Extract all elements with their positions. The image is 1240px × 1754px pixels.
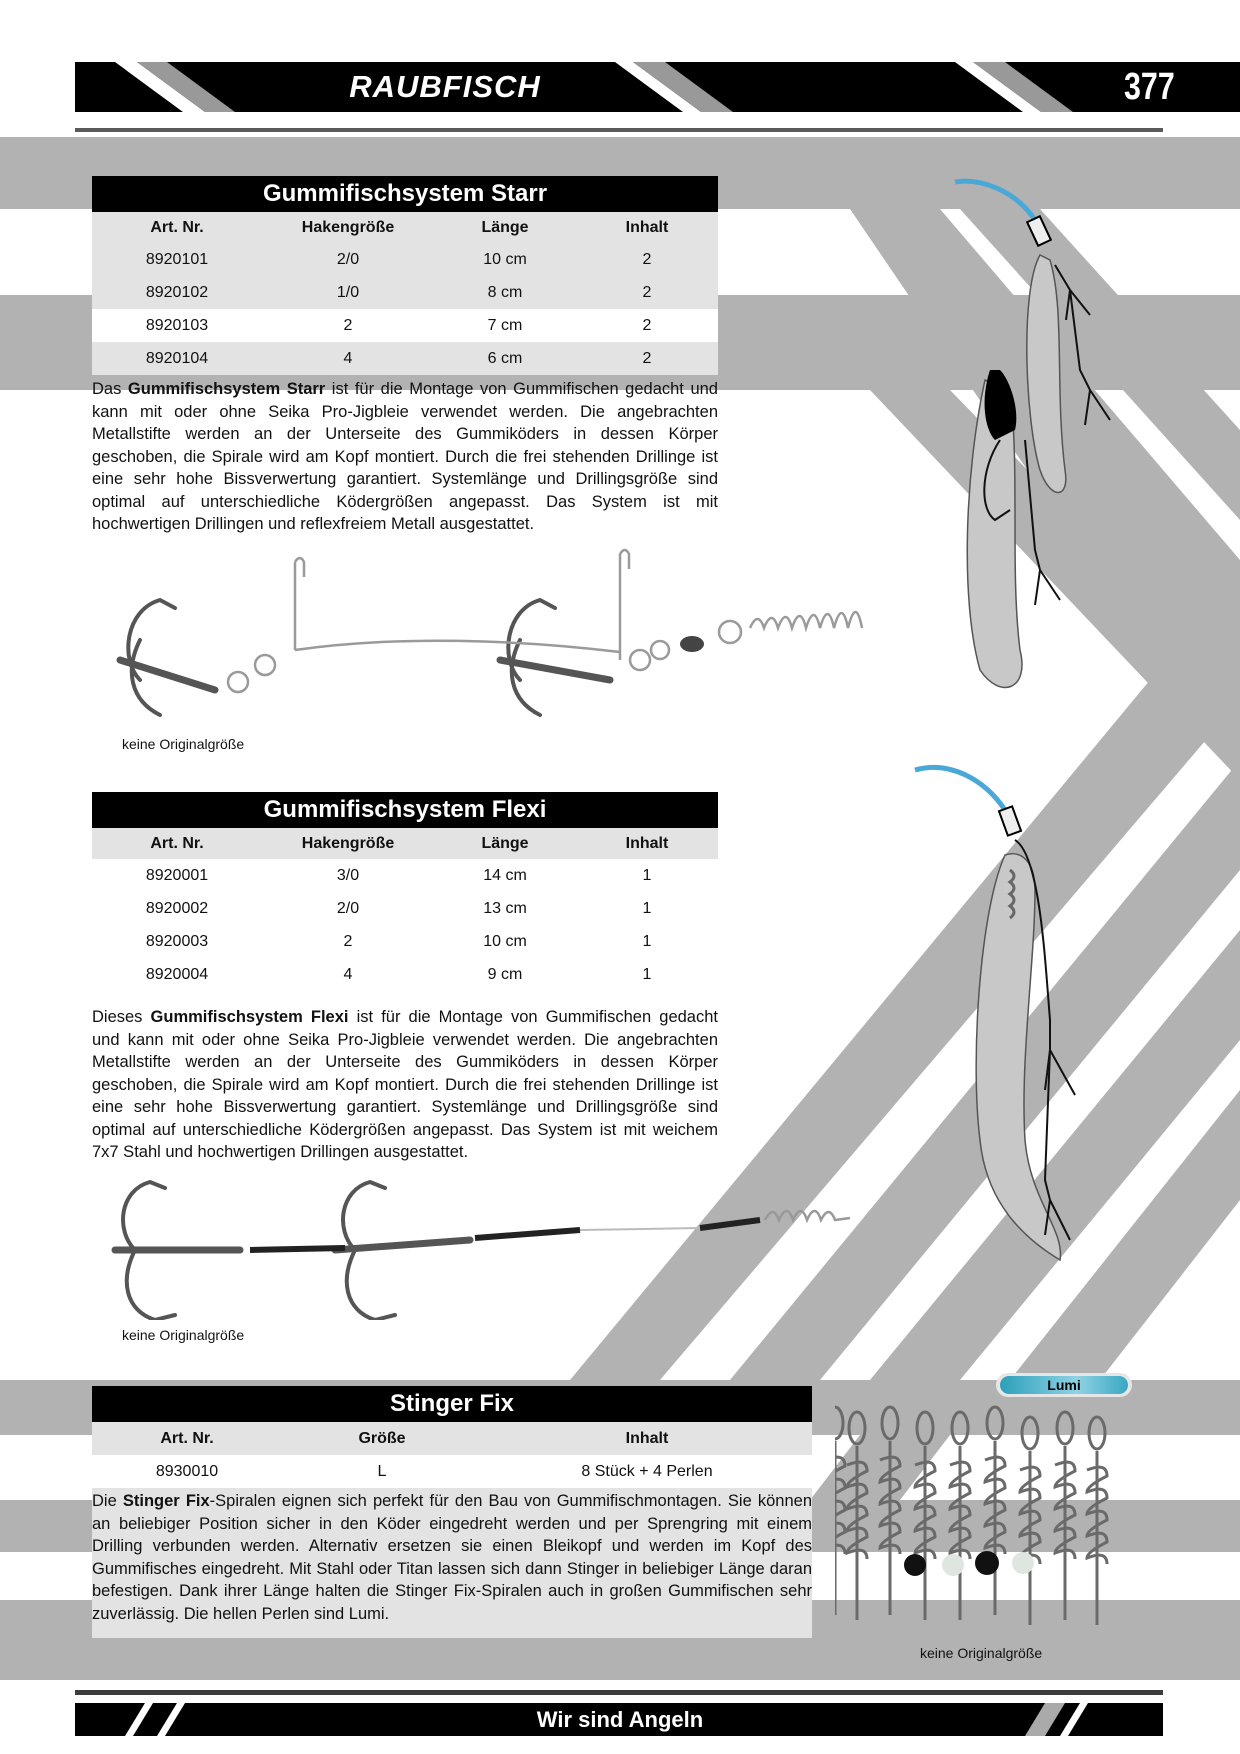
- cell-hook-size: 2: [343, 933, 353, 950]
- section-title: RAUBFISCH: [349, 69, 541, 104]
- desc-body: ist für die Montage von Gummifischen gedacht und kann mit oder ohne Seika Pro-Jigbleie verwendet werden. Die angebrachten Metallstifte werden an der Unterseite des Gummiköders in dessen Körper geschoben, die Spirale wird am Kopf montiert. Durch die frei stehenden Drillinge ist eine sehr hohe Bissverwertung garantiert. Systemlänge und Drillingsgröße sind optimal auf unterschiedliche Ködergrößen angepasst. Das System ist mit weichem 7x7 Stahl und hochwertigen Drillingen ausgestattet.: [92, 1008, 718, 1161]
- table-header-row: [92, 1422, 812, 1455]
- table-row: [92, 342, 718, 375]
- header-stripes: [75, 62, 1240, 112]
- table-header-row: [92, 828, 718, 859]
- desc-prefix: Das: [92, 380, 128, 398]
- product-image-stinger-spirals: [835, 1405, 1135, 1630]
- cell-content: 2: [642, 284, 652, 301]
- desc-product-name: Stinger Fix: [122, 1492, 210, 1510]
- column-header: Größe: [358, 1430, 406, 1447]
- image-caption: keine Originalgröße: [122, 1327, 245, 1343]
- lumi-badge: [996, 1373, 1132, 1397]
- bead-lumi: [1012, 1552, 1034, 1574]
- cell-content: 2: [642, 251, 652, 268]
- image-caption: keine Originalgröße: [920, 1645, 1043, 1661]
- illustration-starr-on-bait: [940, 170, 1160, 690]
- bead-dark: [904, 1554, 926, 1576]
- cell-art-nr: 8920003: [145, 933, 209, 950]
- cell-hook-size: 1/0: [336, 284, 360, 301]
- column-header: Länge: [481, 835, 529, 852]
- cell-length: 9 cm: [487, 966, 523, 983]
- cell-length: 10 cm: [483, 933, 527, 950]
- cell-hook-size: 4: [343, 966, 353, 983]
- cell-art-nr: 8920102: [145, 284, 209, 301]
- cell-length: 10 cm: [483, 251, 527, 268]
- image-caption: keine Originalgröße: [122, 736, 245, 752]
- cell-content: 8 Stück + 4 Perlen: [581, 1463, 713, 1480]
- column-header: Länge: [481, 219, 529, 236]
- product-title: Gummifischsystem Starr: [92, 176, 718, 212]
- product-image-starr-rig: [100, 540, 920, 730]
- table-row: [92, 276, 718, 309]
- cell-length: 14 cm: [483, 867, 527, 884]
- table-row: [92, 859, 718, 892]
- desc-body: ist für die Montage von Gummifischen gedacht und kann mit oder ohne Seika Pro-Jigbleie verwendet werden. Die angebrachten Metallstifte werden an der Unterseite des Gummiköders in dessen Körper geschoben, die Spirale wird am Kopf montiert. Durch die frei stehenden Drillinge ist eine sehr hohe Bissverwertung garantiert. Systemlänge und Drillingsgröße sind optimal auf unterschiedliche Ködergrößen angepasst. Das System ist mit hochwertigen Drillingen und reflexfreiem Metall ausgestattet.: [92, 380, 718, 533]
- desc-product-name: Gummifischsystem Flexi: [150, 1008, 349, 1026]
- cell-art-nr: 8920103: [145, 317, 209, 334]
- cell-hook-size: 3/0: [336, 867, 360, 884]
- cell-art-nr: 8920002: [145, 900, 209, 917]
- cell-art-nr: 8920101: [145, 251, 209, 268]
- cell-hook-size: 4: [343, 350, 353, 367]
- product-description-stinger: [92, 1490, 812, 1625]
- table-row: [92, 243, 718, 276]
- header-divider: [75, 128, 1163, 132]
- product-description-starr: [92, 378, 718, 536]
- column-header: Hakengröße: [301, 219, 395, 236]
- desc-prefix: Die: [92, 1492, 123, 1510]
- bead-lumi: [942, 1554, 964, 1576]
- cell-length: 8 cm: [487, 284, 523, 301]
- cell-content: 1: [642, 933, 652, 950]
- cell-art-nr: 8930010: [155, 1463, 219, 1480]
- table-row: [92, 1455, 812, 1488]
- column-header: Inhalt: [625, 219, 669, 236]
- cell-content: 1: [642, 900, 652, 917]
- cell-art-nr: 8920004: [145, 966, 209, 983]
- table-row: [92, 892, 718, 925]
- column-header: Art. Nr.: [160, 1430, 214, 1447]
- product-table-starr: [92, 176, 718, 375]
- cell-content: 2: [642, 317, 652, 334]
- column-header: Inhalt: [625, 835, 669, 852]
- bead-dark: [975, 1551, 999, 1575]
- column-header: Inhalt: [625, 1430, 669, 1447]
- table-row: [92, 958, 718, 991]
- header-bar: [75, 62, 1240, 112]
- cell-content: 1: [642, 966, 652, 983]
- product-table-stinger: [92, 1386, 812, 1488]
- cell-content: 2: [642, 350, 652, 367]
- cell-length: 6 cm: [487, 350, 523, 367]
- product-description-flexi: [92, 1006, 718, 1164]
- cell-content: 1: [642, 867, 652, 884]
- cell-size: L: [377, 1463, 387, 1480]
- cell-hook-size: 2/0: [336, 251, 360, 268]
- lumi-badge-label: Lumi: [1000, 1376, 1128, 1394]
- column-header: Art. Nr.: [150, 219, 204, 236]
- product-title: Gummifischsystem Flexi: [92, 792, 718, 828]
- desc-prefix: Dieses: [92, 1008, 151, 1026]
- cell-hook-size: 2/0: [336, 900, 360, 917]
- cell-art-nr: 8920001: [145, 867, 209, 884]
- product-table-flexi: [92, 792, 718, 991]
- desc-body: -Spiralen eignen sich perfekt für den Bau von Gummifischmontagen. Sie können an beliebiger Position sicher in den Köder eingedreht werden und per Sprengring mit einem Drilling verbunden werden. Alternativ ersetzen sie einen Bleikopf und werden im Kopf des Gummifisches eingedreht. Mit Stahl oder Titan lassen sich dann Stinger in beliebiger Länge daran befestigen. Dank ihrer Länge halten die Stinger Fix-Spiralen auch in großen Gummifischen sehr zuverlässig. Die hellen Perlen sind Lumi.: [92, 1492, 812, 1623]
- cell-hook-size: 2: [343, 317, 353, 334]
- cell-length: 7 cm: [487, 317, 523, 334]
- column-header: Hakengröße: [301, 835, 395, 852]
- cell-length: 13 cm: [483, 900, 527, 917]
- table-row: [92, 309, 718, 342]
- table-header-row: [92, 212, 718, 243]
- product-title: Stinger Fix: [92, 1386, 812, 1422]
- footer-slogan: Wir sind Angeln: [536, 1707, 704, 1732]
- footer-divider: [75, 1690, 1163, 1695]
- page-number: 377: [1124, 66, 1175, 108]
- column-header: Art. Nr.: [150, 835, 204, 852]
- table-row: [92, 925, 718, 958]
- illustration-flexi-on-bait: [910, 760, 1150, 1280]
- product-image-flexi-rig: [100, 1170, 900, 1320]
- desc-product-name: Gummifischsystem Starr: [127, 380, 326, 398]
- cell-art-nr: 8920104: [145, 350, 209, 367]
